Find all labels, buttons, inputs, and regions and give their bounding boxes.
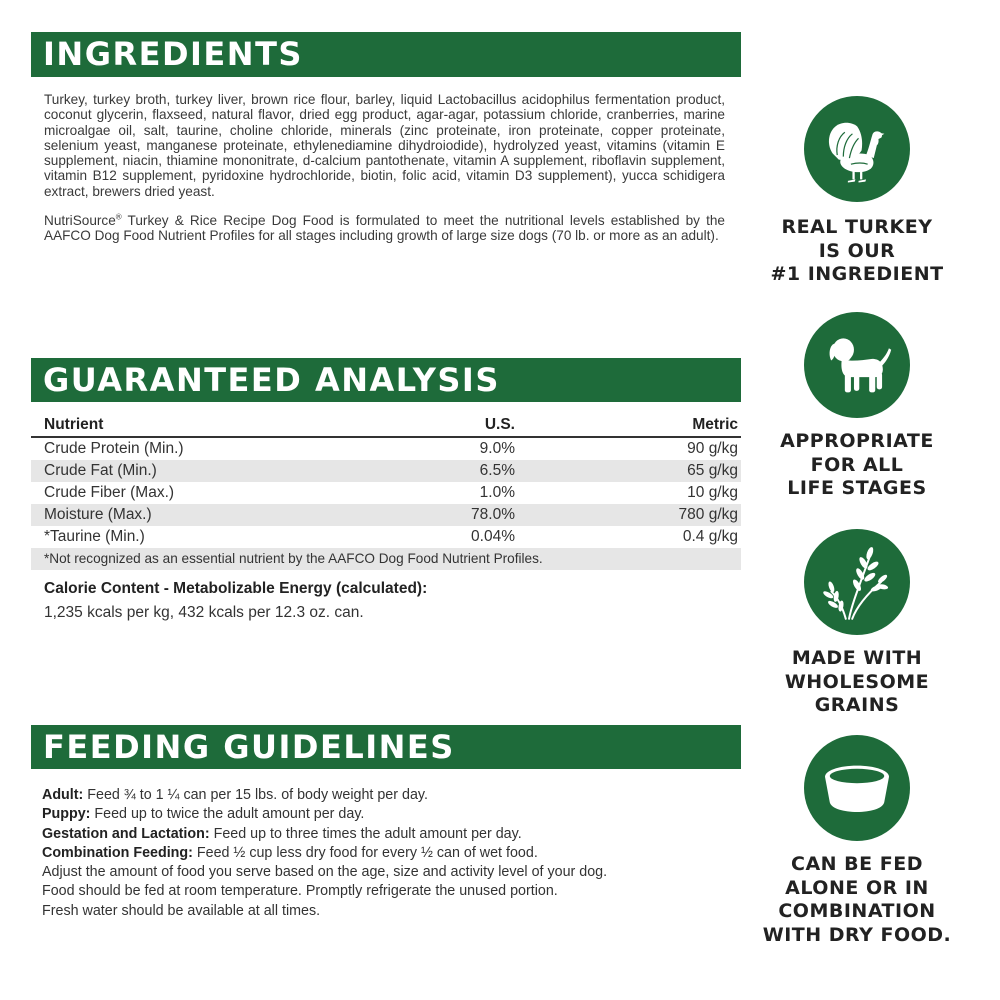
puppy-text: Feed up to twice the adult amount per day.: [90, 806, 365, 823]
feature-line: REAL TURKEY: [781, 216, 933, 238]
feature-line: IS OUR: [818, 239, 896, 262]
feature-line: LIFE STAGES: [787, 477, 927, 499]
feeding-gestation: [42, 825, 742, 844]
puppy-icon: [804, 312, 910, 418]
feature-label: [762, 216, 952, 287]
feeding-heading: FEEDING GUIDELINES: [31, 725, 741, 769]
nutrition-statement: [44, 213, 725, 244]
feature-label: [762, 647, 952, 718]
feature-real-turkey: [762, 96, 952, 287]
ingredients-heading: INGREDIENTS: [31, 32, 741, 77]
feature-line: MADE WITH: [791, 647, 923, 669]
calorie-title: Calorie Content - Metabolizable Energy (calculated):: [44, 580, 428, 597]
metric-value: 10 g/kg: [687, 484, 738, 501]
calorie-value: 1,235 kcals per kg, 432 kcals per 12.3 oz. can.: [44, 604, 364, 621]
combo-label: Combination Feeding:: [42, 844, 193, 861]
feature-label: [762, 853, 952, 947]
gestation-label: Gestation and Lactation:: [42, 825, 210, 842]
ingredients-list: Turkey, turkey broth, turkey liver, brown rice flour, barley, liquid Lactobacillus acidophilus fermentation product, coconut glycerin, flaxseed, natural flavor, dried egg product, agar-agar, potassium chloride, cranberries, marine microalgae oil, salt, taurine, choline chloride, minerals (zinc proteinate, iron proteinate, copper proteinate, selenium yeast, manganese proteinate, ethylenediamine dihydroiodide), hydrolyzed yeast, vitamins (vitamin E supplement, niacin, thiamine mononitrate, d-calcium pantothenate, vitamin A supplement, riboflavin supplement, vitamin B12 supplement, pyridoxine hydrochloride, biotin, folic acid, vitamin D3 supplement), yucca schidigera extract, brewers dried yeast.: [44, 92, 725, 199]
column-metric: Metric: [692, 416, 738, 433]
adult-text: Feed ¾ to 1 ¼ can per 15 lbs. of body weight per day.: [83, 787, 428, 803]
statement-text: Turkey & Rice Recipe Dog Food is formulated to meet the nutritional levels established by the AAFCO Dog Food Nutrient Profiles for all stages including growth of large size dogs (70 lb. or more as an adult).: [44, 213, 725, 244]
feature-line: ALONE OR IN: [785, 876, 929, 899]
feature-line: CAN BE FED: [791, 853, 923, 875]
table-row: [31, 482, 741, 504]
nutrient-name: *Taurine (Min.): [44, 528, 145, 545]
nutrient-name: Moisture (Max.): [44, 506, 152, 523]
feeding-note: Adjust the amount of food you serve based on the age, size and activity level of your dog.: [42, 864, 608, 881]
column-nutrient: Nutrient: [44, 416, 104, 433]
feature-life-stages: [762, 312, 952, 501]
feature-line: FOR ALL: [810, 453, 904, 476]
feature-line: APPROPRIATE: [780, 430, 934, 452]
puppy-label: Puppy:: [42, 806, 91, 823]
analysis-table: [31, 414, 741, 570]
us-value: 6.5%: [479, 462, 515, 479]
wheat-icon: [804, 529, 910, 635]
us-value: 9.0%: [479, 440, 515, 457]
feature-line: WHOLESOME: [784, 670, 930, 693]
feature-line: #1 INGREDIENT: [770, 263, 944, 285]
us-value: 0.04%: [471, 528, 515, 545]
us-value: 78.0%: [471, 506, 515, 523]
table-row: [31, 460, 741, 482]
gestation-text: Feed up to three times the adult amount per day.: [209, 825, 522, 842]
us-value: 1.0%: [479, 484, 515, 501]
column-us: U.S.: [484, 416, 515, 433]
nutrient-name: Crude Protein (Min.): [44, 440, 184, 457]
feeding-adult: [42, 786, 742, 805]
feature-combination-feeding: [762, 735, 952, 947]
table-row: [31, 526, 741, 548]
metric-value: 0.4 g/kg: [682, 528, 738, 545]
nutrient-name: Crude Fiber (Max.): [44, 484, 175, 501]
feeding-combination: [42, 844, 742, 863]
table-row: [31, 438, 741, 460]
analysis-footnote: *Not recognized as an essential nutrient by the AAFCO Dog Food Nutrient Profiles.: [31, 548, 741, 570]
combo-text: Feed ½ cup less dry food for every ½ can of wet food.: [192, 844, 538, 861]
metric-value: 65 g/kg: [687, 462, 738, 479]
bowl-icon: [804, 735, 910, 841]
ingredients-body: [44, 92, 725, 244]
turkey-icon: [804, 96, 910, 202]
metric-value: 90 g/kg: [687, 440, 738, 457]
feature-line: COMBINATION: [778, 900, 936, 922]
analysis-heading: GUARANTEED ANALYSIS: [31, 358, 741, 402]
nutrient-name: Crude Fat (Min.): [44, 462, 157, 479]
feeding-note: Fresh water should be available at all times.: [42, 902, 321, 919]
feature-label: [762, 430, 952, 501]
feature-line: GRAINS: [814, 694, 900, 716]
feeding-note: Food should be fed at room temperature. Promptly refrigerate the unused portion.: [42, 883, 558, 900]
feeding-body: [42, 786, 742, 921]
feature-line: WITH DRY FOOD.: [762, 923, 952, 946]
registered-mark: ®: [115, 212, 122, 222]
adult-label: Adult:: [42, 787, 84, 803]
table-row: [31, 504, 741, 526]
feature-wholesome-grains: [762, 529, 952, 718]
metric-value: 780 g/kg: [678, 506, 738, 523]
analysis-header-row: [31, 414, 741, 438]
feeding-puppy: [42, 805, 742, 824]
brand-name: NutriSource: [44, 213, 116, 229]
